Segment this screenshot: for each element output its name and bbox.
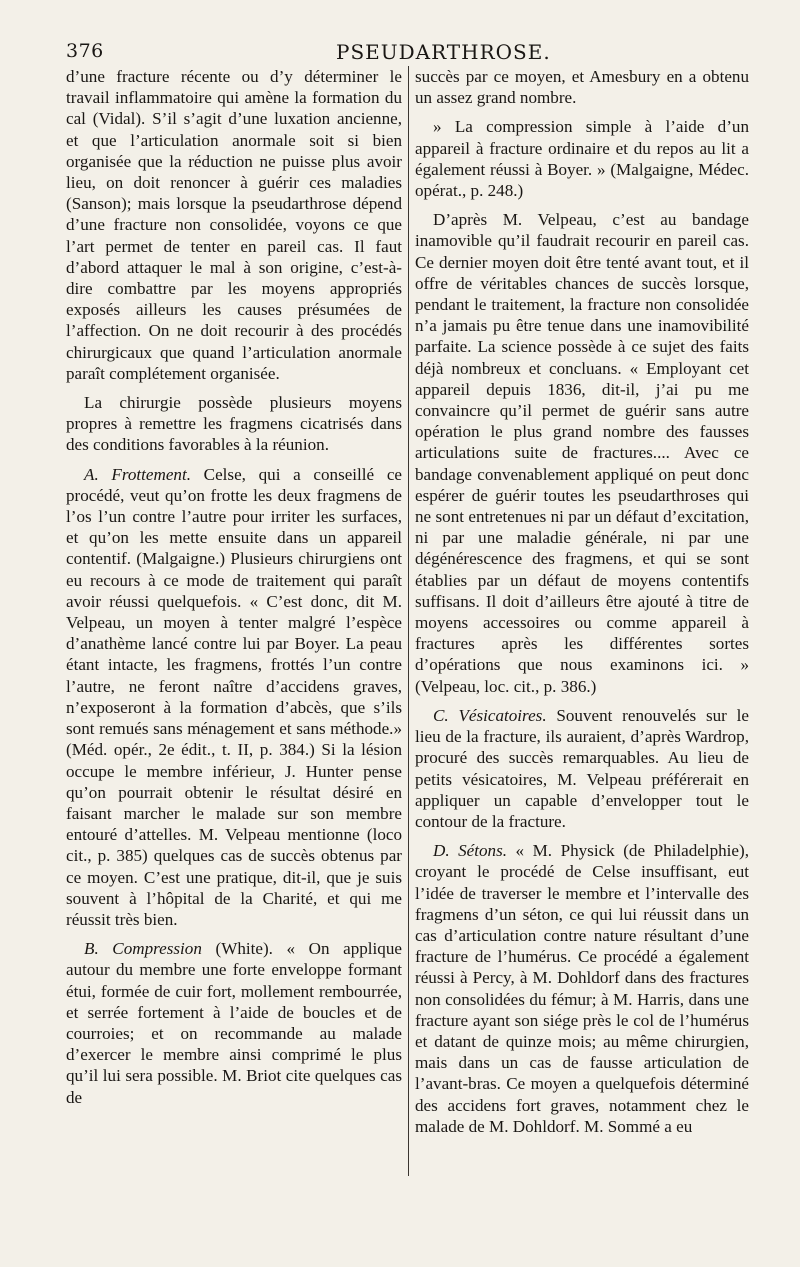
section-paragraph [415, 840, 749, 1137]
section-heading: D. Sétons. [433, 841, 508, 861]
right-column [415, 66, 749, 1145]
paragraph-text: succès par ce moyen, et Amesbury en a obtenu un assez grand nombre. [415, 67, 749, 108]
paragraph [66, 392, 402, 456]
section-paragraph [66, 938, 402, 1108]
paragraph [415, 66, 749, 108]
paragraph-text: » La compression simple à l’aide d’un appareil à fracture ordinaire et du repos au lit a également réussi à Boyer. » (Malgaigne, Médec. opérat., p. 248.) [415, 117, 749, 201]
section-heading: B. Compression [84, 939, 202, 959]
section-paragraph [415, 705, 749, 832]
paragraph [415, 116, 749, 201]
page-number: 376 [66, 40, 104, 62]
column-divider [408, 66, 409, 1176]
page-header [66, 38, 782, 66]
section-text: « M. Physick (de Philadelphie), croyant le procédé de Celse insuffisant, eut l’idée de traverser le membre et l’intervalle des fragmens d’un séton, ce qui lui réussit dans un cas d’articulation contre nature résultant d’une fracture de l’humérus. Ce procédé a également réussi à Percy, à M. Dohldorf dans des fractures non consolidées du fémur; à M. Harris, dans une fracture ayant son siége près le col de l’humérus et datant de quinze mois; au même chirurgien, mais dans un cas de fausse articulation de l’avant-bras. Ce moyen a quelquefois déterminé des accidens fort graves, notamment chez le malade de M. Dohldorf. M. Sommé a eu [415, 841, 749, 1136]
left-column [66, 66, 402, 1116]
section-text: Celse, qui a conseillé ce procédé, veut qu’on frotte les deux fragmens de l’os l’un contre l’autre pour irriter les surfaces, et qu’on les mette ensuite dans un appareil contentif. (Malgaigne.) Plusieurs chirurgiens ont eu recours à ce mode de traitement qui paraît avoir réussi quelquefois. « C’est donc, dit M. Velpeau, un moyen à tenter malgré l’espèce d’anathème lancé contre lui par Boyer. La peau étant intacte, les fragmens, frottés l’un contre l’autre, ne feront naître d’accidens graves, n’exposeront à la formation d’abcès, que s’ils sont remués sans ménagement et sans méthode.» (Méd. opér., 2e édit., t. II, p. 384.) Si la lésion occupe le membre inférieur, J. Hunter pense qu’on pourrait obtenir le résultat désiré en faisant marcher le malade sur son membre entouré d’attelles. M. Velpeau mentionne (loco cit., p. 385) quelques cas de succès obtenus par ce moyen. C’est une pratique, dit-il, que je suis souvent à l’hôpital de la Charité, et qui me réussit très bien. [66, 464, 402, 929]
paragraph [415, 209, 749, 697]
paragraph [66, 66, 402, 384]
paragraph-text: D’après M. Velpeau, c’est au bandage inamovible qu’il faudrait recourir en pareil cas. Ce dernier moyen doit être tenté avant tout, et il offre de véritables chances de succès lorsque, pendant le traitement, la fracture non consolidée n’a jamais pu être tenue dans une inamovibilité parfaite. La science possède à ce sujet des faits déjà nombreux et concluans. « Employant cet appareil depuis 1836, dit-il, j’ai pu me convaincre qu’il permet de guérir sans autre opération le plus grand nombre des fausses articulations suite de fractures.... Avec ce bandage convenablement appliqué on peut donc espérer de guérir toutes les pseudarthroses qui ne sont entretenues ni par un défaut d’excitation, ni par une maladie générale, ni par une dégénérescence des fragmens, et qui se sont établies par un défaut de moyens contentifs suffisans. Il doit d’ailleurs être ajouté à titre de moyens accessoires ou comme appareil à fractures après les différentes sortes d’opérations que nous examinons ici. » (Velpeau, loc. cit., p. 386.) [415, 210, 749, 696]
section-heading: C. Vésicatoires. [433, 705, 547, 725]
section-text: (White). « On applique autour du membre une forte enveloppe formant étui, formée de cuir fort, mollement rembourrée, et serrée fortement à l’aide de boucles et de courroies; et on recommande au malade d’exercer le membre ainsi comprimé le plus qu’il lui sera possible. M. Briot cite quelques cas de [66, 939, 402, 1107]
paragraph-text: d’une fracture récente ou d’y déterminer le travail inflammatoire qui amène la formation du cal (Vidal). S’il s’agit d’une luxation ancienne, et que l’articulation anormale soit si bien organisée que la réduction ne puisse plus avoir lieu, on doit renoncer à guérir ces maladies (Sanson); mais lorsque la pseudarthrose dépend d’une fracture non consolidée, voyons ce que l’art permet de tenter en pareil cas. Il faut d’abord attaquer le mal à son origine, c’est-à-dire combattre par les moyens appropriés exposés ailleurs les causes présumées de l’affection. On ne doit recourir à des procédés chirurgicaux que quand l’articulation anormale paraît complétement organisée. [66, 67, 402, 383]
section-paragraph [66, 464, 402, 930]
paragraph-text: La chirurgie possède plusieurs moyens propres à remettre les fragmens cicatrisés dans des conditions favorables à la réunion. [66, 393, 402, 455]
running-title: PSEUDARTHROSE. [336, 40, 551, 64]
section-text: Souvent renouvelés sur le lieu de la fracture, ils auraient, d’après Wardrop, procuré des succès remarquables. Au lieu de petits vésicatoires, M. Velpeau préférerait en appliquer un capable d’envelopper tout le contour de la fracture. [415, 705, 749, 831]
section-heading: A. Frottement. [84, 464, 191, 484]
